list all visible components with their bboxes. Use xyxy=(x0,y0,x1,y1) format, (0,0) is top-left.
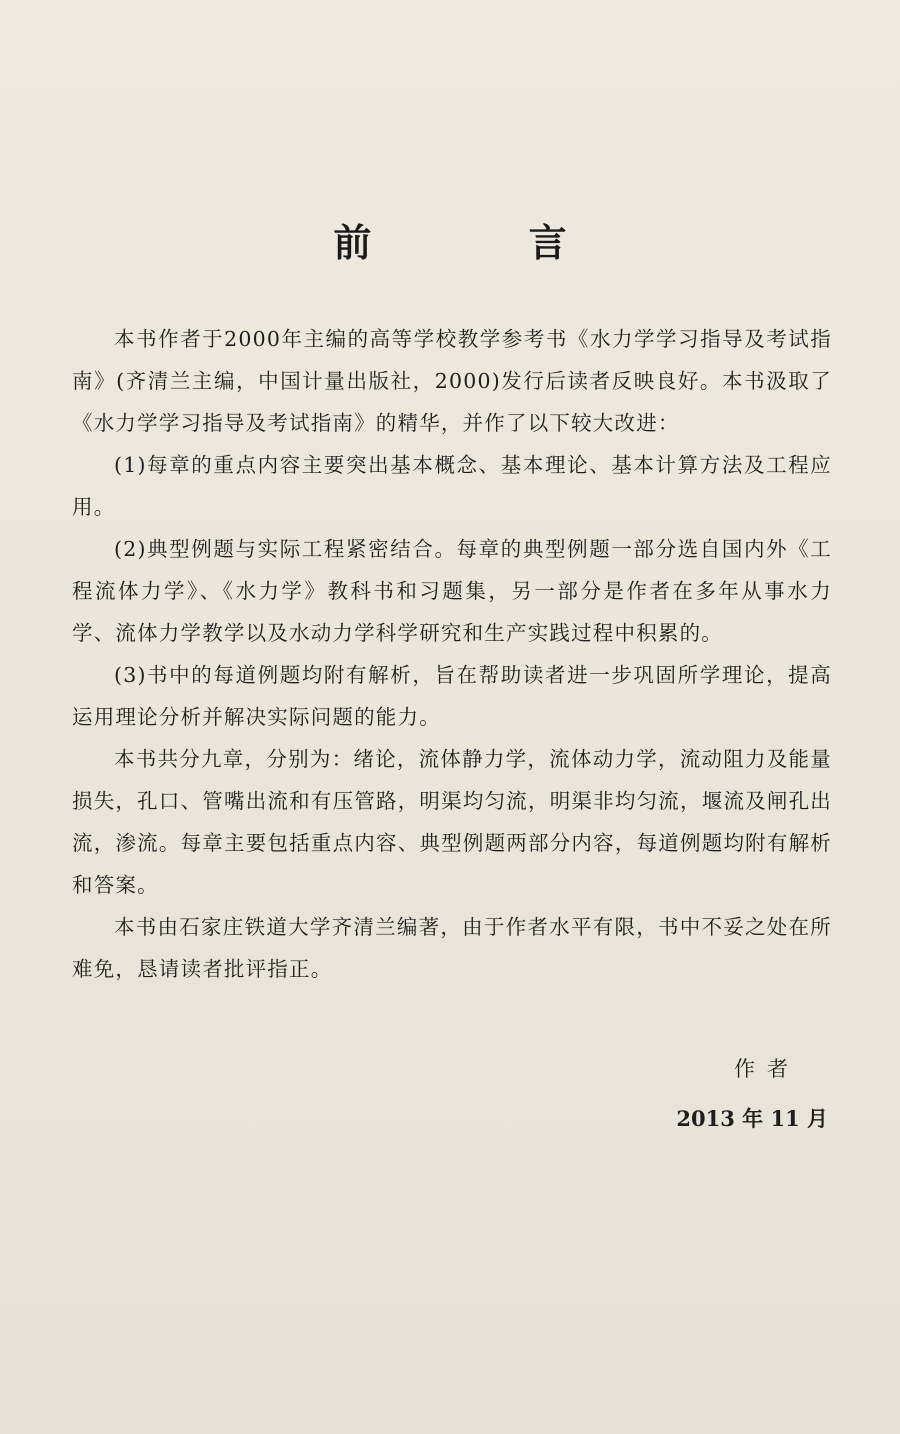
paragraph-point-1: (1)每章的重点内容主要突出基本概念、基本理论、基本计算方法及工程应用。 xyxy=(72,453,832,519)
signature-date: 2013 年 11 月 xyxy=(676,1106,828,1131)
paragraph-closing: 本书由石家庄铁道大学齐清兰编著，由于作者水平有限，书中不妥之处在所难免，恳请读者批评指正。 xyxy=(72,915,832,981)
paragraph-point-2: (2)典型例题与实际工程紧密结合。每章的典型例题一部分选自国内外《工程流体力学》、《水力学》教科书和习题集，另一部分是作者在多年从事水力学、流体力学教学以及水动力学科学研究和生产实践过程中积累的。 xyxy=(72,537,832,645)
signature-author: 作者 xyxy=(734,1057,800,1081)
signature-block xyxy=(560,1050,830,1138)
page-title: 前 言 xyxy=(333,221,639,265)
paragraph-point-3: (3)书中的每道例题均附有解析，旨在帮助读者进一步巩固所学理论，提高运用理论分析并解决实际问题的能力。 xyxy=(72,663,832,729)
paragraph-intro: 本书作者于2000年主编的高等学校教学参考书《水力学学习指导及考试指南》(齐清兰主编，中国计量出版社，2000)发行后读者反映良好。本书汲取了《水力学学习指导及考试指南》的精华，并作了以下较大改进： xyxy=(72,327,832,435)
paragraph-chapters: 本书共分九章，分别为：绪论，流体静力学，流体动力学，流动阻力及能量损失，孔口、管嘴出流和有压管路，明渠均匀流，明渠非均匀流，堰流及闸孔出流，渗流。每章主要包括重点内容、典型例题两部分内容，每道例题均附有解析和答案。 xyxy=(72,747,832,897)
preface-body xyxy=(72,318,832,990)
